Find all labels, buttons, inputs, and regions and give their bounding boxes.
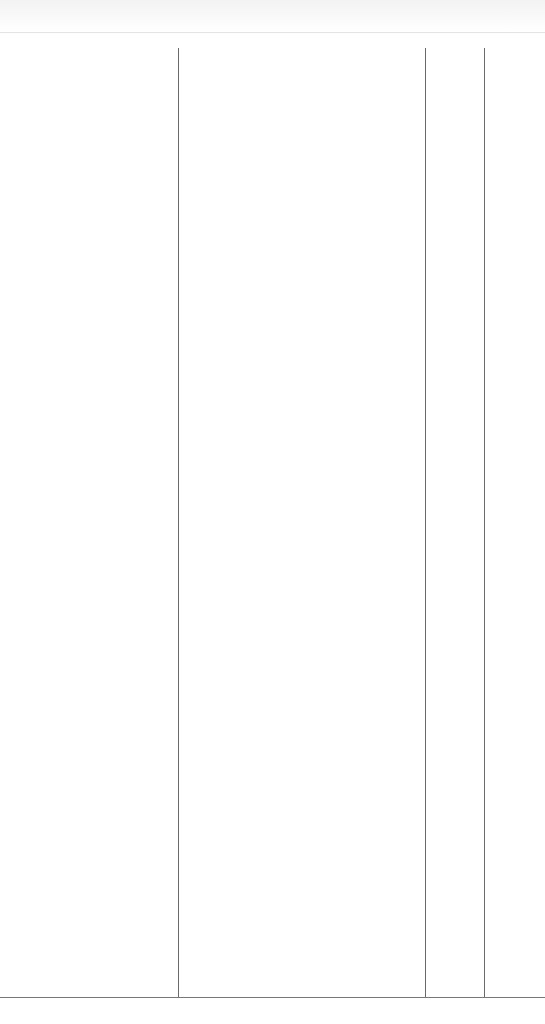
table-row	[0, 740, 545, 764]
table-row	[0, 691, 545, 715]
table-row	[0, 101, 545, 125]
table-row	[0, 911, 545, 935]
table-row	[0, 642, 545, 666]
table-row	[0, 198, 545, 222]
table-row	[0, 150, 545, 174]
table-row	[0, 442, 545, 466]
table-row	[0, 394, 545, 418]
table-row	[0, 467, 545, 491]
table-row	[0, 716, 545, 740]
table-row	[0, 764, 545, 788]
table-row	[0, 555, 545, 594]
table-row	[0, 247, 545, 271]
table-row	[0, 296, 545, 320]
table-row	[0, 345, 545, 369]
table-row	[0, 974, 545, 998]
table-row	[0, 789, 545, 813]
table-row	[0, 223, 545, 247]
table-row	[0, 516, 545, 555]
table-row	[0, 320, 545, 344]
table-row	[0, 76, 545, 100]
table-row	[0, 594, 545, 618]
table-row	[0, 491, 545, 515]
table-row	[0, 838, 545, 862]
table-row	[0, 667, 545, 691]
table-row	[0, 272, 545, 296]
table-row	[0, 618, 545, 642]
table-row	[0, 886, 545, 910]
table-row	[0, 862, 545, 886]
table-row	[0, 369, 545, 393]
table-row	[0, 125, 545, 149]
table-row	[0, 935, 545, 974]
table-row	[0, 52, 545, 76]
table-row	[0, 418, 545, 442]
table-row	[0, 813, 545, 837]
table-row	[0, 174, 545, 198]
